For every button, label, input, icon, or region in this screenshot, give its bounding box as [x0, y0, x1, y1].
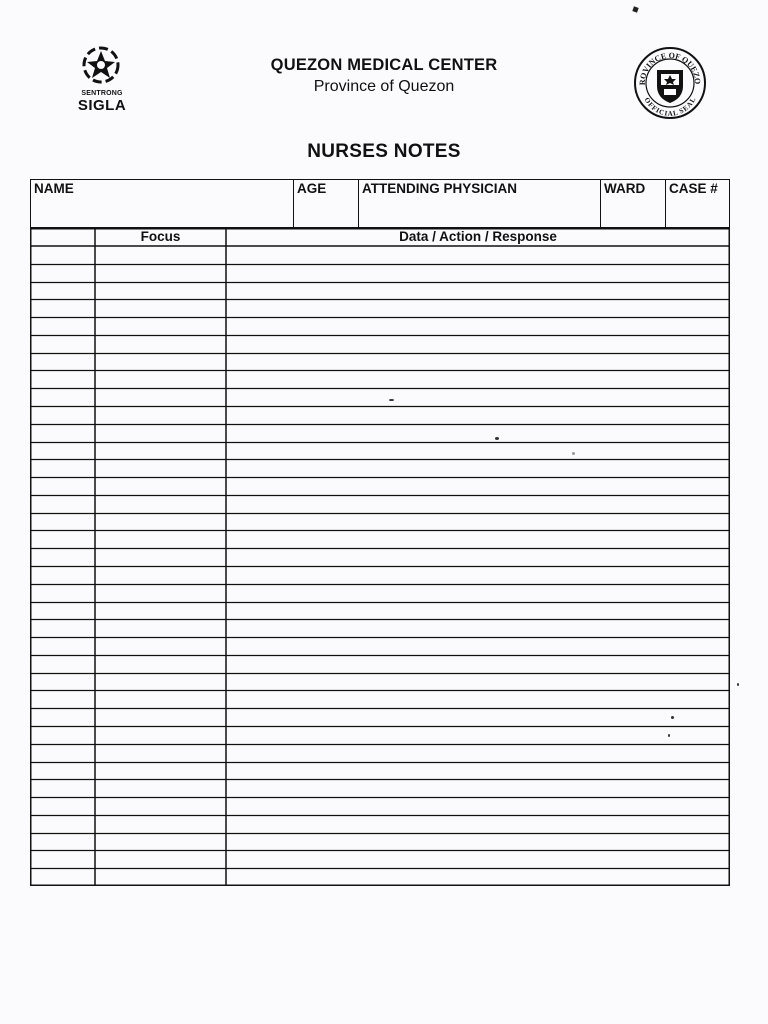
seal-ring-top-text: ROVINCE OF QUEZO [637, 50, 703, 86]
organization-name: QUEZON MEDICAL CENTER [270, 56, 498, 74]
province-name: Province of Quezon [313, 78, 455, 95]
ward-label: WARD [604, 181, 646, 196]
focus-column-header: Focus [140, 229, 181, 244]
name-label: NAME [34, 181, 74, 196]
scan-speck [737, 683, 739, 686]
attending-physician-field[interactable] [359, 180, 601, 227]
logo-text-small: SENTRONG [81, 90, 123, 97]
ward-field[interactable] [601, 180, 666, 227]
scan-speck [671, 716, 674, 719]
scan-speck [668, 734, 670, 737]
seal-ring-bottom-text: OFFICIAL SEAL [642, 96, 698, 118]
official-seal [633, 46, 707, 120]
logo-text-large: SIGLA [77, 97, 127, 114]
scan-speck [495, 437, 499, 440]
age-label: AGE [297, 181, 327, 196]
notes-table-lines [30, 228, 730, 886]
case-number-label: CASE # [669, 181, 718, 196]
province-official-seal-icon [633, 46, 707, 120]
scan-speck [572, 452, 575, 455]
name-field[interactable] [31, 180, 294, 227]
case-number-field[interactable] [666, 180, 728, 227]
notes-table [30, 228, 730, 886]
data-action-response-column-header: Data / Action / Response [399, 229, 557, 244]
patient-info-table [30, 179, 730, 228]
scan-speck [389, 399, 394, 401]
age-field[interactable] [294, 180, 359, 227]
scan-mark [632, 6, 638, 12]
form-title: NURSES NOTES [307, 141, 461, 162]
attending-physician-label: ATTENDING PHYSICIAN [362, 181, 518, 196]
